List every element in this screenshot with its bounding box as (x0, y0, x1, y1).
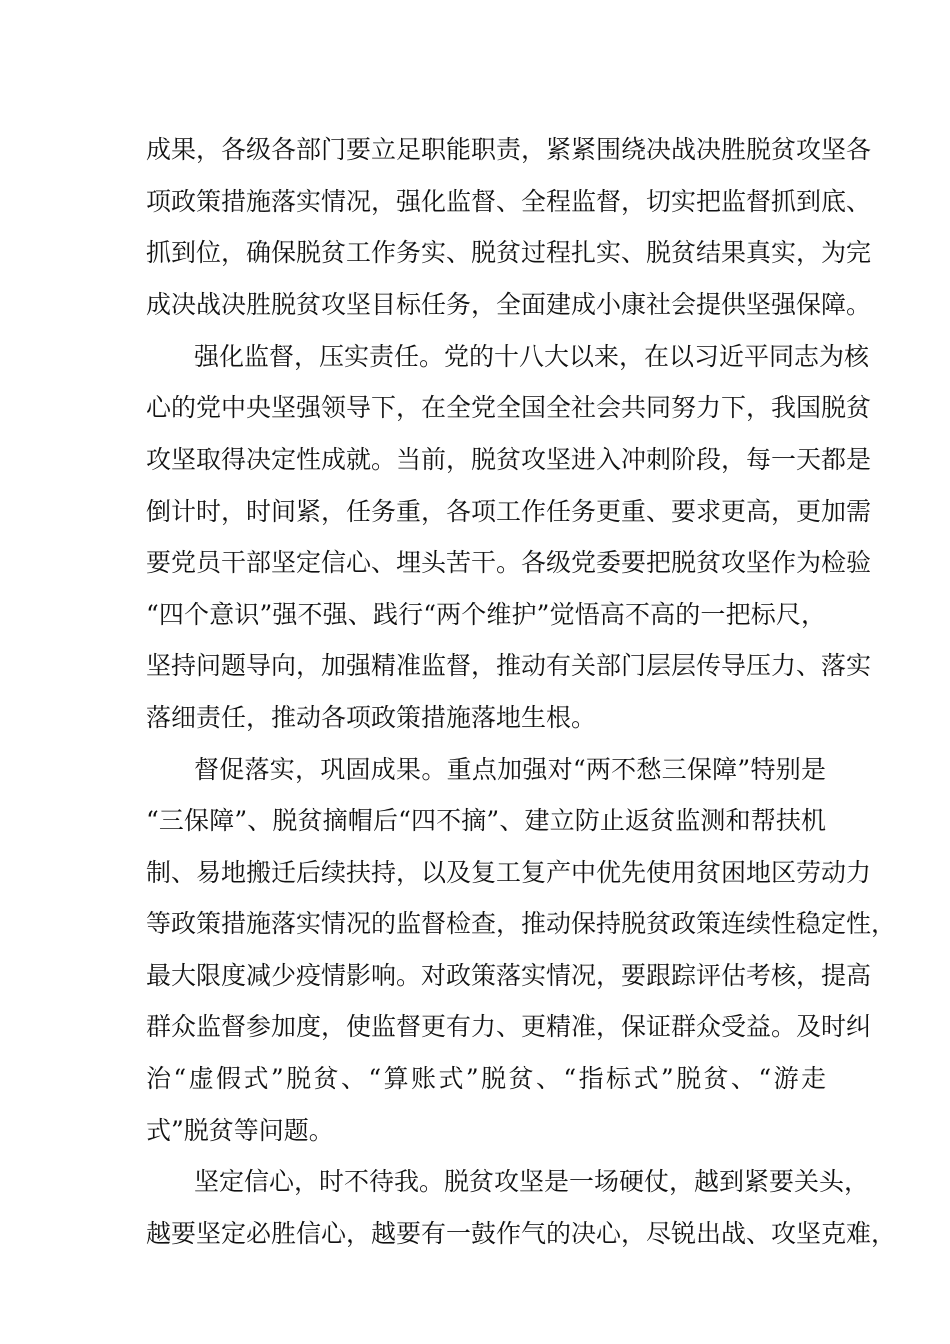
paragraph-3-line-2: “三保障”、脱贫摘帽后“四不摘”、建立防止返贫监测和帮扶机 (146, 806, 826, 835)
paragraph-2-line-2: 心的党中央坚强领导下，在全党全国全社会共同努力下，我国脱贫 (146, 393, 872, 422)
paragraph-3-line-1: 督促落实，巩固成果。重点加强对“两不愁三保障”特别是 (194, 755, 826, 784)
paragraph-3-line-3: 制、易地搬迁后续扶持，以及复工复产中优先使用贫困地区劳动力 (146, 858, 872, 887)
paragraph-3-line-7: 治“虚假式”脱贫、“算账式”脱贫、“指标式”脱贫、“游走 (146, 1064, 826, 1093)
paragraph-2-line-4: 倒计时，时间紧，任务重，各项工作任务更重、要求更高，更加需 (146, 497, 872, 526)
paragraph-2-line-3: 攻坚取得决定性成就。当前，脱贫攻坚进入冲刺阶段，每一天都是 (146, 445, 872, 474)
paragraph-1-line-1: 成果，各级各部门要立足职能职责，紧紧围绕决战决胜脱贫攻坚各 (146, 135, 872, 164)
paragraph-1-line-3: 抓到位，确保脱贫工作务实、脱贫过程扎实、脱贫结果真实，为完 (146, 238, 872, 267)
paragraph-2-line-8: 落细责任，推动各项政策措施落地生根。 (146, 703, 597, 732)
paragraph-4-line-1: 坚定信心，时不待我。脱贫攻坚是一场硬仗，越到紧要关头， (194, 1167, 870, 1196)
paragraph-2-line-6: “四个意识”强不强、践行“两个维护”觉悟高不高的一把标尺， (146, 600, 826, 629)
paragraph-1-line-4: 成决战决胜脱贫攻坚目标任务，全面建成小康社会提供坚强保障。 (146, 290, 872, 319)
paragraph-3-line-6: 群众监督参加度，使监督更有力、更精准，保证群众受益。及时纠 (146, 1012, 872, 1041)
paragraph-2-line-1: 强化监督，压实责任。党的十八大以来，在以习近平同志为核 (194, 342, 870, 371)
paragraph-1-line-2: 项政策措施落实情况，强化监督、全程监督，切实把监督抓到底、 (146, 187, 872, 216)
paragraph-4-line-2: 越要坚定必胜信心，越要有一鼓作气的决心，尽锐出战、攻坚克难， (146, 1219, 897, 1248)
paragraph-3-line-4: 等政策措施落实情况的监督检查，推动保持脱贫政策连续性稳定性， (146, 909, 897, 938)
paragraph-3-line-5: 最大限度减少疫情影响。对政策落实情况，要跟踪评估考核，提高 (146, 961, 872, 990)
paragraph-3-line-8: 式”脱贫等问题。 (146, 1116, 334, 1145)
paragraph-2-line-5: 要党员干部坚定信心、埋头苦干。各级党委要把脱贫攻坚作为检验 (146, 548, 872, 577)
paragraph-2-line-7: 坚持问题导向，加强精准监督，推动有关部门层层传导压力、落实 (146, 651, 872, 680)
